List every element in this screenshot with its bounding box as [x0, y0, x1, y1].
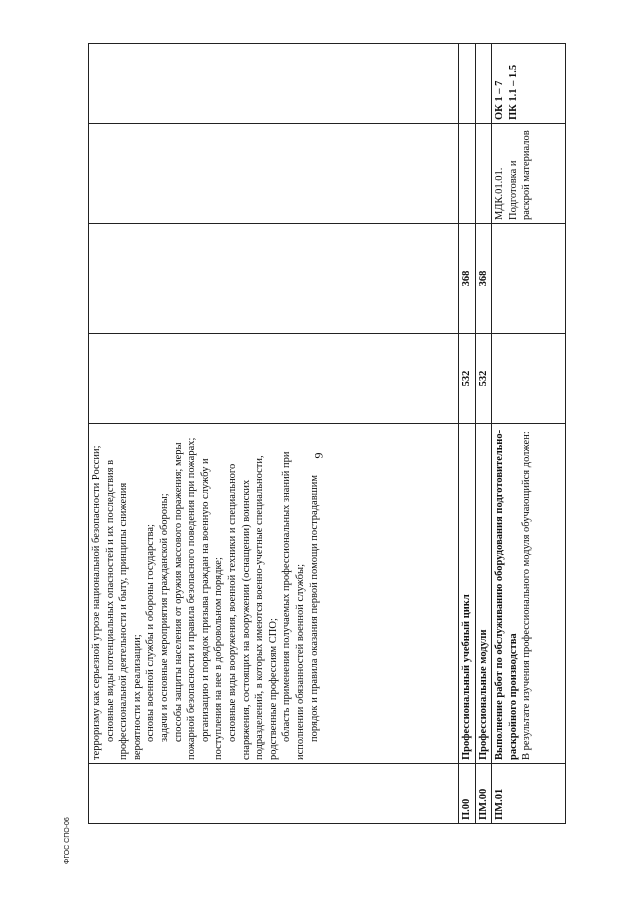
- curriculum-table: [88, 44, 566, 824]
- code-cell: [89, 764, 459, 824]
- content-cell: [492, 424, 566, 764]
- content-line: терроризму как серьезной угрозе национальной безопасности России;: [91, 445, 102, 760]
- content-cell: [89, 424, 459, 764]
- content-line: задачи и основные мероприятия гражданской обороны;: [158, 493, 170, 742]
- mdk-cell: [459, 124, 476, 224]
- content-line: основы военной службы и обороны государства;: [145, 524, 157, 742]
- content-line: способы защиты населения от оружия массового поражения; меры пожарной безопасности и правила безопасного поведения при пожарах;: [172, 437, 198, 760]
- row-max-load: 532: [459, 334, 476, 424]
- compulsory-cell: [89, 224, 459, 334]
- competency-ok: ОК 1 – 7: [494, 80, 506, 120]
- max-load-cell: [492, 334, 566, 424]
- row-compulsory: 368: [475, 224, 492, 334]
- mdk-cell: [89, 124, 459, 224]
- module-intro: В результате изучения профессионального модуля обучающийся должен:: [521, 431, 533, 760]
- competencies-cell: [475, 44, 492, 124]
- row-title: Профессиональные модули: [475, 424, 492, 764]
- mdk-cell: [475, 124, 492, 224]
- compulsory-cell: [492, 224, 566, 334]
- row-code: ПМ.01: [492, 764, 566, 824]
- table-row: [475, 44, 492, 824]
- module-title: Выполнение работ по обслуживанию оборудования подготовительно-раскройного производства: [494, 429, 519, 760]
- page-number: 9: [311, 452, 326, 459]
- competencies-cell: [492, 44, 566, 124]
- footer-text: ФГОС СПО-06: [64, 817, 71, 864]
- table-row: [459, 44, 476, 824]
- competencies-cell: [89, 44, 459, 124]
- competencies-cell: [459, 44, 476, 124]
- row-max-load: 532: [475, 334, 492, 424]
- content-line: основные виды потенциальных опасностей и их последствия в профессиональной деятельности и быту, принципы снижения вероятности их реализации;: [104, 459, 143, 760]
- mdk-cell: МДК.01.01. Подготовка и раскрой материалов: [492, 124, 566, 224]
- content-line: организацию и порядок призыва граждан на военную службу и поступления на нее в добровольном порядке;: [199, 458, 225, 760]
- competency-pk: ПК 1.1 – 1.5: [507, 64, 519, 120]
- row-compulsory: 368: [459, 224, 476, 334]
- content-line: порядок и правила оказания первой помощи пострадавшим: [308, 474, 320, 742]
- content-line: область применения получаемых профессиональных знаний при исполнении обязанностей военной службы;: [281, 451, 306, 760]
- row-code: П.00: [459, 764, 476, 824]
- table-row: [89, 44, 459, 824]
- content-line: основные виды вооружения, военной техники и специального снаряжения, состоящих на вооружении (оснащении) воинских подразделений, в которых имеются военно-учетные специальности, родственные профессиям СПО;: [226, 455, 279, 760]
- max-load-cell: [89, 334, 459, 424]
- row-title: Профессиональный учебный цикл: [459, 424, 476, 764]
- table-row: [492, 44, 566, 824]
- row-code: ПМ.00: [475, 764, 492, 824]
